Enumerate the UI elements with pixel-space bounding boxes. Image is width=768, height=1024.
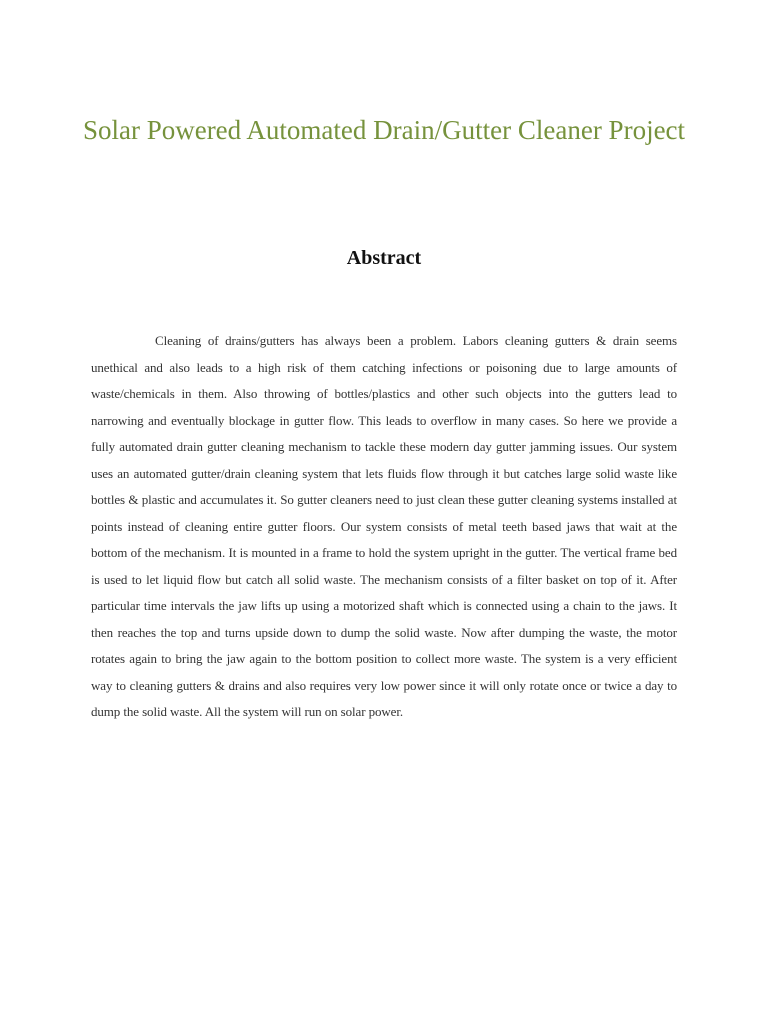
abstract-heading: Abstract xyxy=(346,247,422,269)
document-title: Solar Powered Automated Drain/Gutter Cleaner Project xyxy=(82,115,686,145)
abstract-paragraph: Cleaning of drains/gutters has always been a problem. Labors cleaning gutters & drain seems unethical and also leads to a high risk of them catching infections or poisoning due to large amounts of waste/chemicals in them. Also throwing of bottles/plastics and other such objects into the gutters lead to narrowing and eventually blockage in gutter flow. This leads to overflow in many cases. So here we provide a fully automated drain gutter cleaning mechanism to tackle these modern day gutter jamming issues. Our system uses an automated gutter/drain cleaning system that lets fluids flow through it but catches large solid waste like bottles & plastic and accumulates it. So gutter cleaners need to just clean these gutter cleaning systems installed at points instead of cleaning entire gutter floors. Our system consists of metal teeth based jaws that wait at the bottom of the mechanism. It is mounted in a frame to hold the system upright in the gutter. The vertical frame bed is used to let liquid flow but catch all solid waste. The mechanism consists of a filter basket on top of it. After particular time intervals the jaw lifts up using a motorized shaft which is connected using a chain to the jaws. It then reaches the top and turns upside down to dump the solid waste. Now after dumping the waste, the motor rotates again to bring the jaw again to the bottom position to collect more waste. The system is a very efficient way to cleaning gutters & drains and also requires very low power since it will only rotate once or twice a day to dump the solid waste. All the system will run on solar power. xyxy=(91,333,677,719)
